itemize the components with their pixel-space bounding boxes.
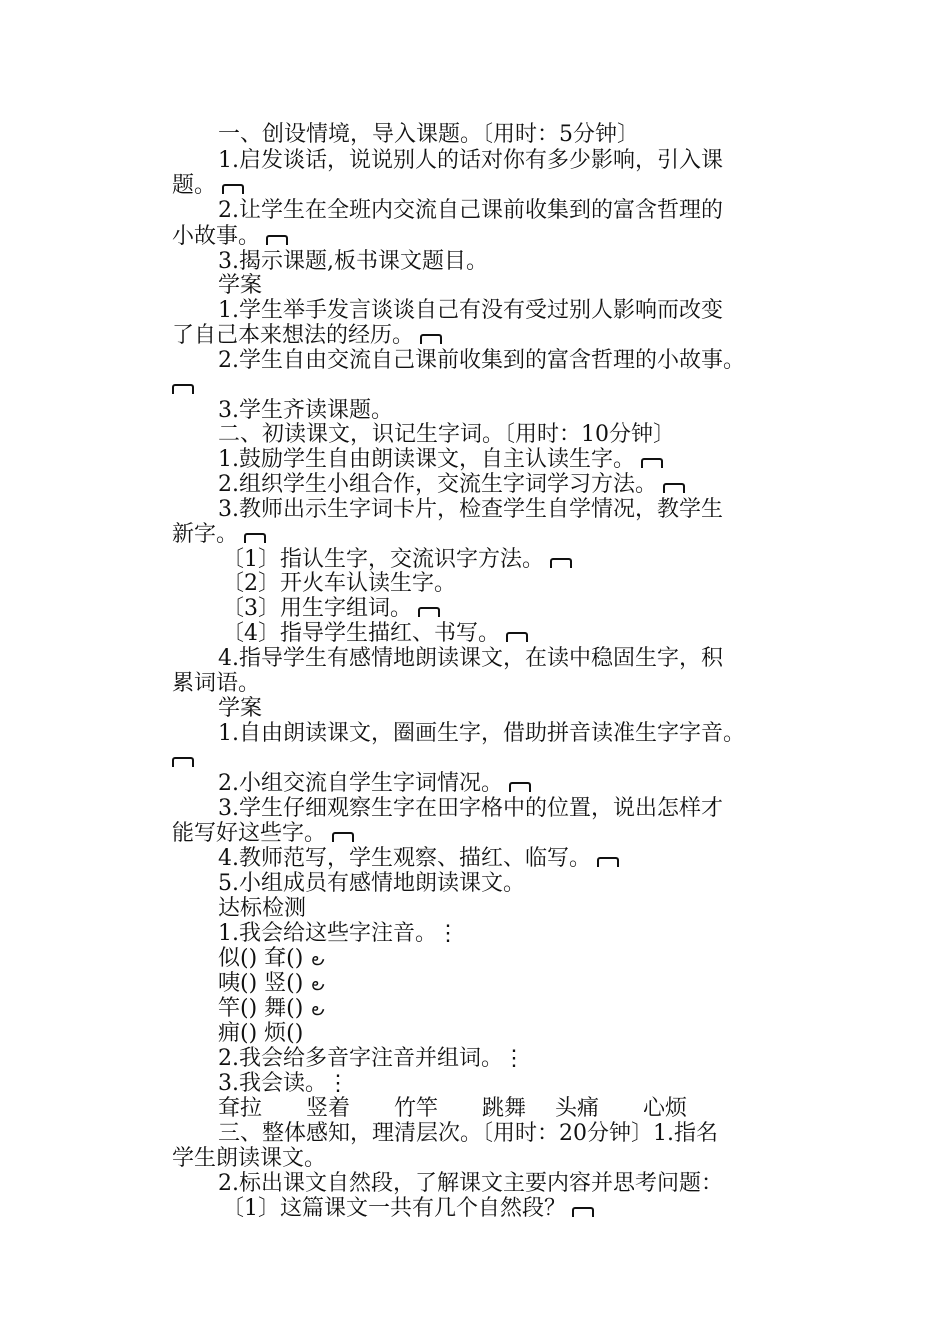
bracket-mark-icon [506, 632, 528, 642]
list-item: 〔2〕开火车认读生字。 [222, 571, 456, 596]
list-item: 〔3〕用生字组词。 [222, 596, 440, 622]
paragraph-line: 3.教师出示生字词卡片，检查学生自学情况，教学生 [218, 497, 723, 522]
paragraph-line: 4.教师范写，学生观察、描红、临写。 [218, 846, 619, 872]
subheading: 达标检测 [218, 896, 307, 921]
bracket-mark-icon [509, 782, 531, 792]
swirl-icon: ౿ [311, 949, 325, 970]
paragraph-line [172, 373, 194, 399]
paragraph-line: 2.标出课文自然段，了解课文主要内容并思考问题： [218, 1171, 723, 1196]
bracket-mark-icon [222, 184, 244, 194]
paragraph-line: 2.让学生在全班内交流自己课前收集到的富含哲理的 [218, 198, 723, 223]
section-heading-2: 二、初读课文，识记生字词。〔用时：10分钟〕 [218, 422, 675, 447]
exercise-row: 似() 耷() ౿ [218, 946, 325, 971]
bracket-mark-icon [597, 857, 619, 867]
swirl-icon: ౿ [311, 974, 325, 995]
paragraph-line: 能写好这些字。 [172, 821, 354, 847]
bracket-mark-icon [266, 235, 288, 245]
subheading: 学案 [218, 696, 263, 721]
exercise-line: 3.我会读。⋮ [218, 1071, 349, 1096]
exercise-line: 1.我会给这些字注音。⋮ [218, 921, 459, 946]
paragraph-line [172, 746, 194, 772]
paragraph-line: 1.鼓励学生自由朗读课文，自主认读生字。 [218, 447, 663, 473]
list-item: 〔4〕指导学生描红、书写。 [222, 621, 528, 647]
word-list: 耷拉 竖着 竹竿 跳舞 头痛 心烦 [218, 1096, 687, 1121]
bracket-mark-icon [420, 334, 442, 344]
paragraph-line: 题。 [172, 173, 244, 199]
paragraph-line: 3.揭示课题,板书课文题目。 [218, 249, 488, 274]
paragraph-line: 2.学生自由交流自己课前收集到的富含哲理的小故事。 [218, 348, 745, 373]
list-item: 〔1〕指认生字，交流识字方法。 [222, 547, 572, 573]
paragraph-line: 1.自由朗读课文，圈画生字，借助拼音读准生字字音。 [218, 721, 745, 746]
bracket-mark-icon [172, 757, 194, 767]
paragraph-line: 3.学生齐读课题。 [218, 398, 393, 423]
section-heading-3: 三、整体感知，理清层次。〔用时：20分钟〕1.指名 [218, 1121, 718, 1146]
paragraph-line: 了自己本来想法的经历。 [172, 323, 442, 349]
list-item: 〔1〕这篇课文一共有几个自然段？ [222, 1196, 594, 1222]
exercise-row: 痈() 烦() [218, 1021, 304, 1046]
bracket-mark-icon [641, 458, 663, 468]
bracket-mark-icon [572, 1207, 594, 1217]
bracket-mark-icon [550, 558, 572, 568]
bracket-mark-icon [663, 483, 685, 493]
paragraph-line: 2.小组交流自学生字词情况。 [218, 771, 531, 797]
paragraph-line: 1.学生举手发言谈谈自己有没有受过别人影响而改变 [218, 298, 723, 323]
paragraph-line: 3.学生仔细观察生字在田字格中的位置，说出怎样才 [218, 796, 723, 821]
paragraph-line: 2.组织学生小组合作，交流生字词学习方法。 [218, 472, 685, 498]
paragraph-line: 1.启发谈话，说说别人的话对你有多少影响，引入课 [218, 148, 723, 173]
paragraph-line: 学生朗读课文。 [172, 1146, 327, 1171]
exercise-line: 2.我会给多音字注音并组词。⋮ [218, 1046, 525, 1071]
bracket-mark-icon [332, 832, 354, 842]
exercise-row: 竿() 舞() ౿ [218, 996, 325, 1021]
subheading: 学案 [218, 273, 263, 298]
paragraph-line: 新字。 [172, 522, 266, 548]
paragraph-line: 4.指导学生有感情地朗读课文，在读中稳固生字，积 [218, 646, 723, 671]
exercise-row: 咦() 竖() ౿ [218, 971, 325, 996]
paragraph-line: 累词语。 [172, 671, 261, 696]
section-heading-1: 一、创设情境，导入课题。〔用时：5分钟〕 [218, 122, 639, 147]
paragraph-line: 5.小组成员有感情地朗读课文。 [218, 871, 525, 896]
paragraph-line: 小故事。 [172, 224, 288, 250]
bracket-mark-icon [172, 384, 194, 394]
swirl-icon: ౿ [311, 999, 325, 1020]
bracket-mark-icon [244, 533, 266, 543]
bracket-mark-icon [418, 607, 440, 617]
